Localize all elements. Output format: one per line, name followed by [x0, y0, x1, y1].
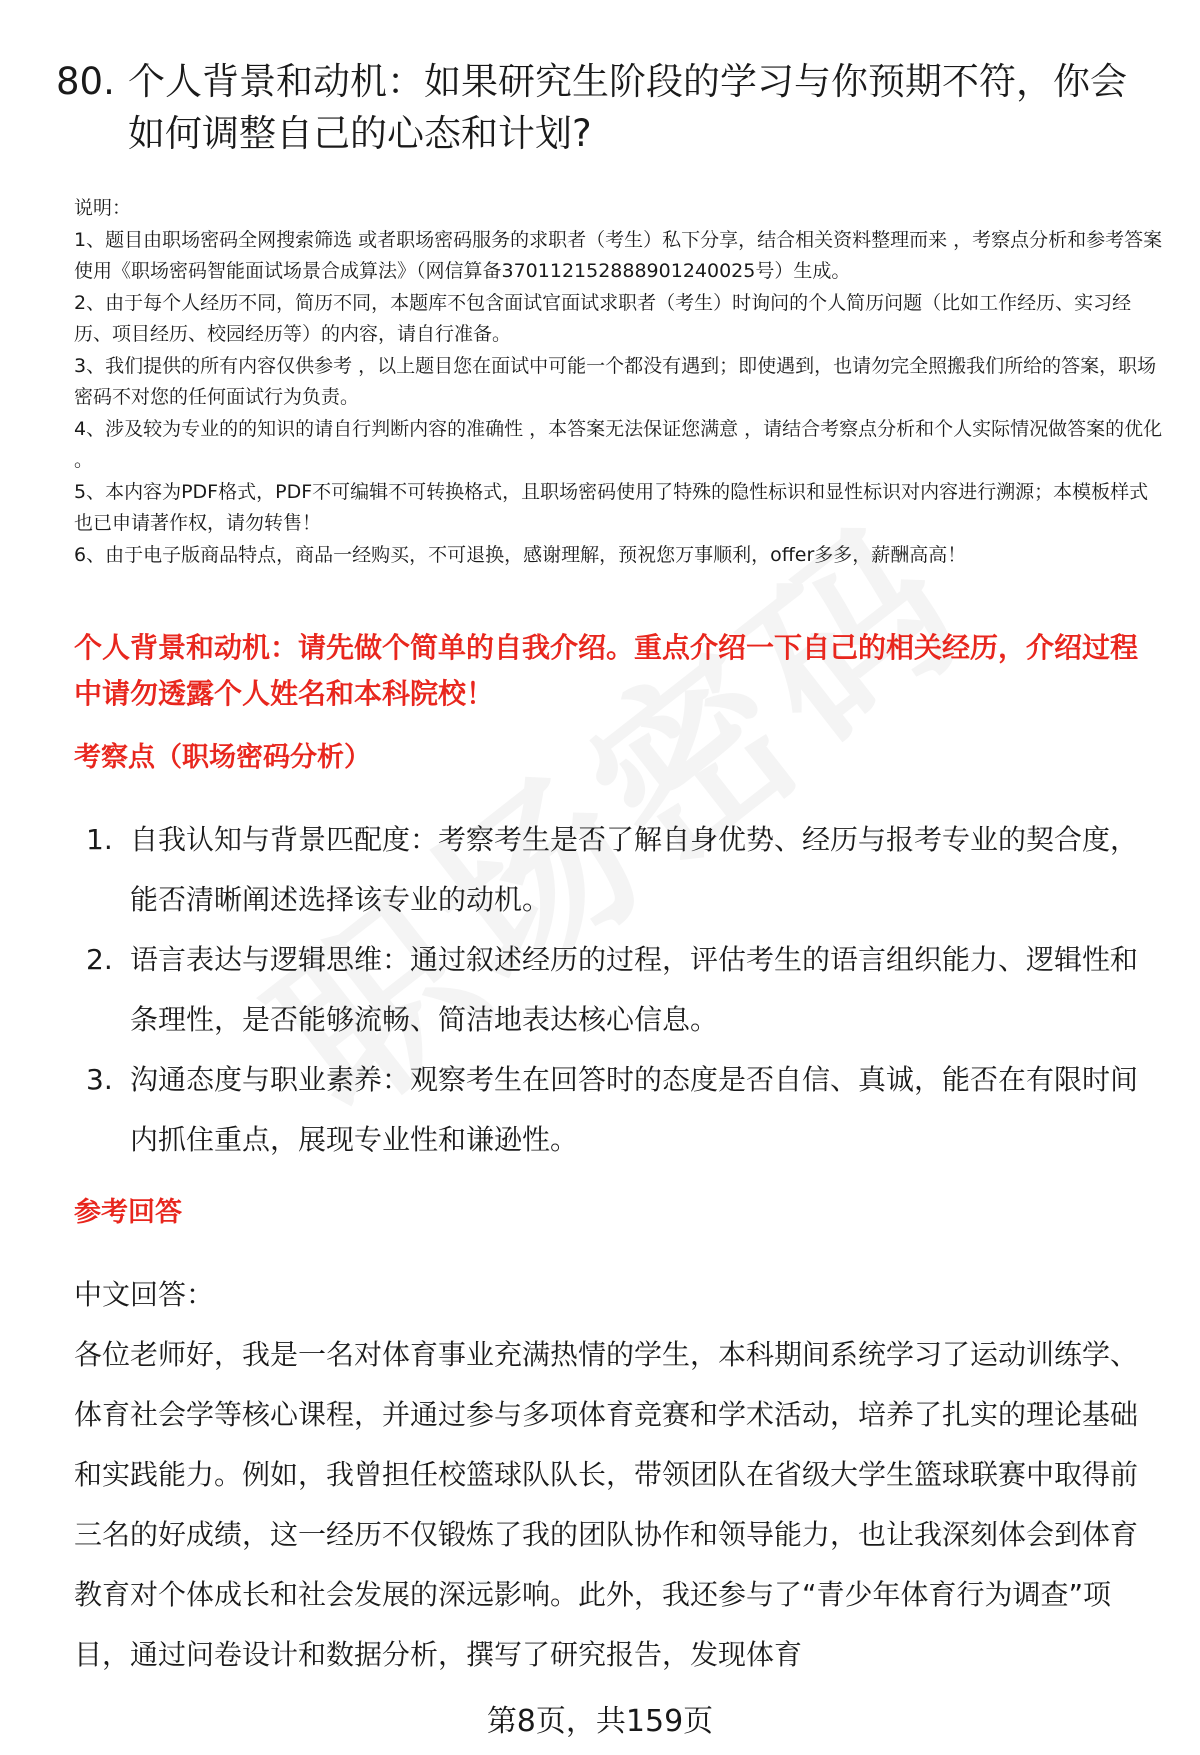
analysis-point: [74, 1050, 1164, 1170]
reference-label: 参考回答: [74, 1197, 182, 1228]
point-number: 1.: [86, 823, 113, 856]
point-text: 自我认知与背景匹配度：考察考生是否了解自身优势、经历与报考专业的契合度，能否清晰阐述选择该专业的动机。: [130, 823, 1139, 916]
question-number: 80.: [56, 60, 115, 103]
notes-section: [74, 193, 1164, 571]
answer-text: 各位老师好，我是一名对体育事业充满热情的学生，本科期间系统学习了运动训练学、体育社会学等核心课程，并通过参与多项体育竞赛和学术活动，培养了扎实的理论基础和实践能力。例如，我曾担任校篮球队队长，带领团队在省级大学生篮球联赛中取得前三名的好成绩，这一经历不仅锻炼了我的团队协作和领导能力，也让我深刻体会到体育教育对个体成长和社会发展的深远影响。此外，我还参与了“青少年体育行为调查”项目，通过问卷设计和数据分析，撰写了研究报告，发现体育: [74, 1338, 1139, 1671]
notes-item: 1、题目由职场密码全网搜索筛选 或者职场密码服务的求职者（考生）私下分享，结合相关资料整理而来 ，考察点分析和参考答案使用《职场密码智能面试场景合成算法》（网信算备370112152888901240025号）生成。: [74, 228, 1163, 282]
analysis-label: 考察点（职场密码分析）: [74, 742, 371, 773]
answer-lang-label: 中文回答：: [74, 1278, 215, 1311]
analysis-points: [74, 810, 1164, 1170]
point-text: 沟通态度与职业素养：观察考生在回答时的态度是否自信、真诚，能否在有限时间内抓住重点，展现专业性和谦逊性。: [130, 1063, 1139, 1156]
question-title: [56, 56, 1156, 160]
sub-question-heading: 个人背景和动机：请先做个简单的自我介绍。重点介绍一下自己的相关经历，介绍过程中请勿透露个人姓名和本科院校！: [74, 631, 1139, 710]
point-text: 语言表达与逻辑思维：通过叙述经历的过程，评估考生的语言组织能力、逻辑性和条理性，是否能够流畅、简洁地表达核心信息。: [130, 943, 1139, 1036]
question-text: 个人背景和动机：如果研究生阶段的学习与你预期不符，你会如何调整自己的心态和计划?: [128, 60, 1127, 155]
notes-item: 5、本内容为PDF格式，PDF不可编辑不可转换格式，且职场密码使用了特殊的隐性标识和显性标识对内容进行溯源；本模板样式也已申请著作权，请勿转售！: [74, 480, 1149, 534]
notes-item: 6、由于电子版商品特点，商品一经购买，不可退换，感谢理解，预祝您万事顺利，offer多多，薪酬高高！: [74, 543, 967, 566]
notes-title: 说明：: [74, 197, 132, 219]
notes-item: 4、涉及较为专业的的知识的请自行判断内容的准确性 ，本答案无法保证您满意 ，请结合考察点分析和个人实际情况做答案的优化 。: [74, 417, 1163, 471]
reference-answer: [74, 1265, 1164, 1685]
notes-item: 2、由于每个人经历不同，简历不同，本题库不包含面试官面试求职者（考生）时询问的个人简历问题（比如工作经历、实习经历、项目经历、校园经历等）的内容，请自行准备。: [74, 291, 1132, 345]
analysis-point: [74, 930, 1164, 1050]
analysis-point: [74, 810, 1164, 930]
point-number: 2.: [86, 943, 113, 976]
point-number: 3.: [86, 1063, 113, 1096]
page-footer: 第8页，共159页: [486, 1704, 714, 1739]
notes-item: 3、我们提供的所有内容仅供参考 ，以上题目您在面试中可能一个都没有遇到；即使遇到，也请勿完全照搬我们所给的答案，职场密码不对您的任何面试行为负责。: [74, 354, 1157, 408]
